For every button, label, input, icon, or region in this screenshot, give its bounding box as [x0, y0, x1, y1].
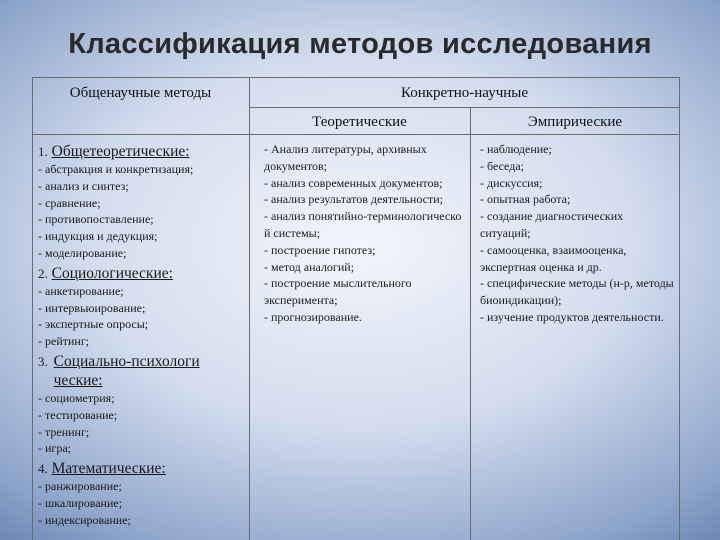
header-bottom-border	[32, 134, 680, 135]
header-empirical: Эмпирические	[527, 114, 623, 130]
table-top-border	[32, 77, 680, 78]
list-item: - опытная работа;	[480, 192, 571, 207]
list-item: - анализ понятийно-терминологической системы;	[264, 209, 462, 240]
list-item: - анализ результатов деятельности;	[264, 192, 443, 207]
list-item: - наблюдение;	[480, 142, 552, 156]
list-item: - индексирование;	[38, 512, 131, 527]
methods-table	[32, 77, 680, 540]
list-item: - тестирование;	[38, 407, 118, 422]
list-item: - противопоставление;	[38, 212, 154, 227]
section-name: Общетеоретические:	[51, 143, 190, 160]
list-item: - прогнозирование.	[264, 309, 362, 324]
section-name: Социологические:	[51, 264, 173, 282]
section-heading: 4. Математические:	[38, 460, 166, 478]
section-heading: 2. Социологические:	[38, 264, 173, 282]
table-right-border	[679, 77, 680, 540]
list-item: - построение гипотез;	[264, 242, 376, 257]
header-general: Общенаучные методы	[69, 85, 212, 101]
list-item: - анкетирование;	[38, 283, 124, 298]
col-divider-specific	[470, 107, 471, 540]
list-item: - игра;	[38, 441, 71, 456]
list-item: - Анализ литературы, архивных документов;	[264, 142, 427, 173]
section-heading: 1. Общетеоретические:	[38, 143, 190, 160]
list-item: - тренинг;	[38, 424, 90, 439]
list-item: - моделирование;	[38, 245, 127, 260]
list-item: - дискуссия;	[480, 175, 543, 190]
list-item: - метод аналогий;	[264, 259, 355, 274]
list-item: - беседа;	[480, 158, 524, 173]
list-item: - абстракция и конкретизация;	[38, 162, 194, 176]
section-name: Социально-психологические:	[53, 352, 200, 389]
header-specific: Конкретно-научные	[400, 85, 529, 101]
list-item: - самооценка, взаимооценка, экспертная оценка и др.	[480, 242, 627, 274]
list-item: - шкалирование;	[38, 495, 123, 510]
general-methods-column	[38, 140, 246, 529]
list-item: - интервьюирование;	[38, 300, 146, 315]
list-item: - построение мыслительного эксперимента;	[264, 276, 412, 308]
list-item: - изучение продуктов деятельности.	[480, 309, 664, 324]
page-title: Классификация методов исследования	[68, 28, 652, 60]
list-item: - экспертные опросы;	[38, 317, 149, 332]
list-item: - анализ и синтез;	[38, 178, 129, 193]
list-item: - ранжирование;	[38, 479, 122, 494]
section-name: Математические:	[51, 460, 166, 478]
list-item: - социометрия;	[38, 390, 115, 405]
table-left-border	[32, 77, 33, 540]
empirical-methods-column	[480, 141, 674, 326]
list-item: - индукция и дедукция;	[38, 229, 158, 244]
list-item: - специфические методы (н-р, методы биоиндикации);	[480, 276, 674, 308]
theoretical-methods-column	[264, 141, 464, 326]
header-theoretical: Теоретические	[312, 114, 407, 130]
header-divider-specific	[249, 107, 680, 108]
list-item: - создание диагностических ситуаций;	[480, 209, 624, 240]
list-item: - анализ современных документов;	[264, 175, 443, 190]
col-divider-general	[249, 77, 250, 540]
list-item: - рейтинг;	[38, 334, 90, 349]
list-item: - сравнение;	[38, 195, 101, 210]
section-heading: 3. Социально-психологические:	[38, 352, 246, 390]
